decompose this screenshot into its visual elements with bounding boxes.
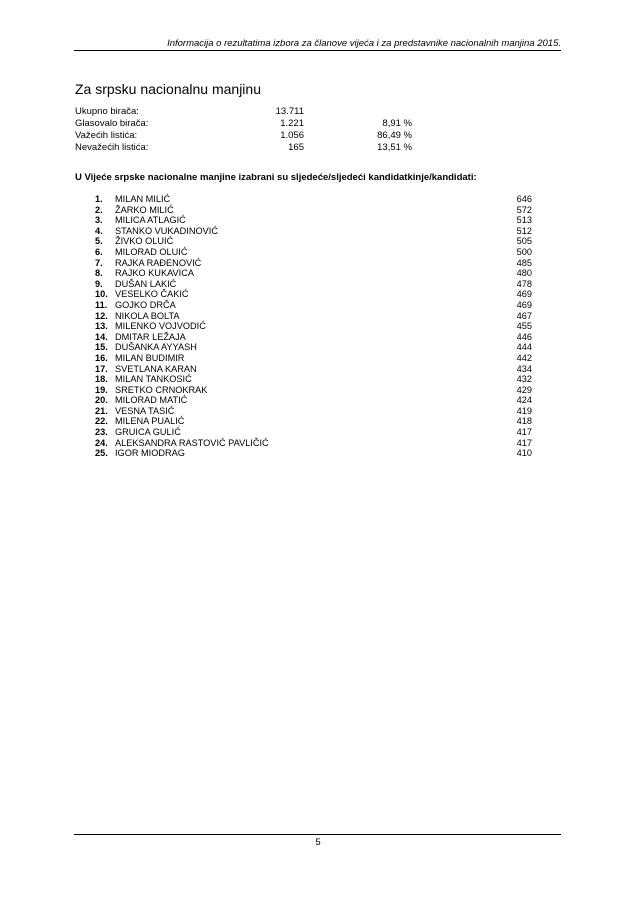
- candidate-votes: 469: [516, 289, 532, 300]
- candidate-votes: 418: [516, 416, 532, 427]
- candidate-rank: 3.: [95, 215, 103, 226]
- candidate-name: MILAN TANKOSIĆ: [115, 374, 192, 385]
- candidate-name: MILAN MILIĆ: [115, 194, 171, 204]
- candidate-votes: 646: [516, 194, 532, 204]
- candidate-row: [95, 332, 532, 343]
- candidate-votes: 424: [516, 395, 532, 406]
- stat-value: 13.711: [275, 106, 304, 117]
- candidate-row: [95, 374, 532, 385]
- stat-percent: 13,51 %: [377, 142, 412, 153]
- candidate-rank: 8.: [95, 268, 103, 279]
- stat-label: Glasovalo birača:: [75, 118, 149, 129]
- candidate-votes: 469: [516, 299, 532, 310]
- candidate-rank: 12.: [95, 310, 108, 321]
- candidate-name: MILORAD OLUIĆ: [115, 246, 188, 257]
- candidate-rank: 9.: [95, 278, 103, 289]
- stat-value: 1.056: [280, 130, 304, 141]
- candidate-rank: 15.: [95, 342, 108, 353]
- candidate-name: RAJKO KUKAVICA: [115, 268, 194, 279]
- candidate-row: [95, 215, 532, 226]
- candidate-name: DUŠANKA AYYASH: [115, 342, 197, 353]
- stat-row-invalid-ballots: [75, 142, 435, 154]
- candidate-row: [95, 226, 532, 237]
- candidate-rank: 6.: [95, 246, 103, 257]
- candidate-name: MILICA ATLAGIĆ: [115, 215, 186, 226]
- candidate-row: [95, 395, 532, 406]
- candidate-row: [95, 321, 532, 332]
- candidate-row: [95, 311, 532, 322]
- candidate-name: IGOR MIODRAG: [115, 448, 185, 459]
- candidate-votes: 429: [516, 384, 532, 395]
- candidate-name: GRUICA GULIĆ: [115, 427, 181, 438]
- candidate-row: [95, 438, 532, 449]
- candidate-name: NIKOLA BOLTA: [115, 310, 180, 321]
- running-header: Informacija o rezultatima izbora za članove vijeća i za predstavnike nacionalnih manjina 2015.: [167, 38, 561, 49]
- candidate-row: [95, 236, 532, 247]
- candidate-name: ŽARKO MILIĆ: [115, 204, 174, 215]
- candidate-votes: 513: [516, 215, 532, 226]
- candidate-rank: 4.: [95, 225, 103, 236]
- candidate-rank: 20.: [95, 395, 108, 406]
- candidate-votes: 417: [516, 427, 532, 438]
- candidate-rank: 24.: [95, 437, 108, 448]
- candidate-row: [95, 353, 532, 364]
- candidate-votes: 512: [516, 225, 532, 236]
- elected-intro: U Vijeće srpske nacionalne manjine izabrani su sljedeće/sljedeći kandidatkinje/kandidati:: [75, 172, 477, 183]
- candidate-name: RAJKA RAĐENOVIĆ: [115, 257, 202, 268]
- candidate-votes: 446: [516, 331, 532, 342]
- candidate-rank: 17.: [95, 363, 108, 374]
- stat-row-valid-ballots: [75, 130, 435, 142]
- candidate-votes: 500: [516, 246, 532, 257]
- candidate-votes: 478: [516, 278, 532, 289]
- section-title: Za srpsku nacionalnu manjinu: [75, 81, 261, 97]
- candidate-row: [95, 300, 532, 311]
- candidate-name: MILAN BUDIMIR: [115, 352, 185, 363]
- candidate-votes: 432: [516, 374, 532, 385]
- candidate-name: MILENA PUALIĆ: [115, 416, 185, 427]
- candidate-rank: 22.: [95, 416, 108, 427]
- candidate-row: [95, 279, 532, 290]
- candidate-votes: 410: [516, 448, 532, 459]
- candidate-name: VESELKO ČAKIĆ: [115, 289, 189, 300]
- footer-divider: [74, 834, 561, 835]
- candidate-rank: 2.: [95, 204, 103, 215]
- candidate-votes: 485: [516, 257, 532, 268]
- candidate-row: [95, 427, 532, 438]
- candidate-row: [95, 342, 532, 353]
- candidate-name: STANKO VUKADINOVIĆ: [115, 225, 218, 236]
- candidate-name: DUŠAN LAKIĆ: [115, 278, 177, 289]
- turnout-stats: [75, 106, 435, 154]
- candidate-rank: 14.: [95, 331, 108, 342]
- candidate-row: [95, 416, 532, 427]
- candidate-name: ALEKSANDRA RASTOVIĆ PAVLIČIĆ: [115, 437, 269, 448]
- stat-label: Nevažećih listića:: [75, 142, 149, 153]
- candidate-name: SRETKO CRNOKRAK: [115, 384, 208, 395]
- candidate-votes: 442: [516, 352, 532, 363]
- stat-label: Ukupno birača:: [75, 106, 139, 117]
- candidate-rank: 11.: [95, 299, 108, 310]
- candidate-name: DMITAR LEŽAJA: [115, 331, 186, 342]
- stat-row-voted: [75, 118, 435, 130]
- candidate-row: [95, 205, 532, 216]
- candidate-rank: 13.: [95, 321, 108, 332]
- stat-value: 1.221: [280, 118, 304, 129]
- candidate-list: [95, 194, 532, 459]
- candidate-rank: 1.: [95, 194, 103, 204]
- candidate-votes: 467: [516, 310, 532, 321]
- stat-row-total-voters: [75, 106, 435, 118]
- candidate-votes: 419: [516, 405, 532, 416]
- candidate-votes: 455: [516, 321, 532, 332]
- candidate-row: [95, 258, 532, 269]
- candidate-name: MILENKO VOJVODIĆ: [115, 321, 206, 332]
- header-divider: [74, 50, 561, 51]
- stat-label: Važećih listića:: [75, 130, 138, 141]
- candidate-row: [95, 268, 532, 279]
- candidate-name: VESNA TASIĆ: [115, 405, 175, 416]
- candidate-name: ŽIVKO OLUIĆ: [115, 236, 174, 247]
- stat-percent: 86,49 %: [377, 130, 412, 141]
- candidate-rank: 23.: [95, 427, 108, 438]
- candidate-row: [95, 289, 532, 300]
- candidate-row: [95, 247, 532, 258]
- candidate-votes: 505: [516, 236, 532, 247]
- candidate-votes: 480: [516, 268, 532, 279]
- candidate-name: MILORAD MATIĆ: [115, 395, 188, 406]
- candidate-rank: 18.: [95, 374, 108, 385]
- candidate-row: [95, 406, 532, 417]
- candidate-rank: 21.: [95, 405, 108, 416]
- candidate-votes: 417: [516, 437, 532, 448]
- candidate-row: [95, 194, 532, 205]
- candidate-row: [95, 385, 532, 396]
- candidate-name: SVETLANA KARAN: [115, 363, 197, 374]
- candidate-votes: 434: [516, 363, 532, 374]
- candidate-rank: 10.: [95, 289, 108, 300]
- candidate-rank: 16.: [95, 352, 108, 363]
- candidate-row: [95, 448, 532, 459]
- candidate-rank: 7.: [95, 257, 103, 268]
- page-number: 5: [315, 837, 321, 848]
- stat-percent: 8,91 %: [382, 118, 412, 129]
- candidate-name: GOJKO DRČA: [115, 299, 176, 310]
- candidate-row: [95, 364, 532, 375]
- candidate-votes: 572: [516, 204, 532, 215]
- candidate-votes: 444: [516, 342, 532, 353]
- candidate-rank: 5.: [95, 236, 103, 247]
- candidate-rank: 25.: [95, 448, 108, 459]
- candidate-rank: 19.: [95, 384, 108, 395]
- stat-value: 165: [288, 142, 304, 153]
